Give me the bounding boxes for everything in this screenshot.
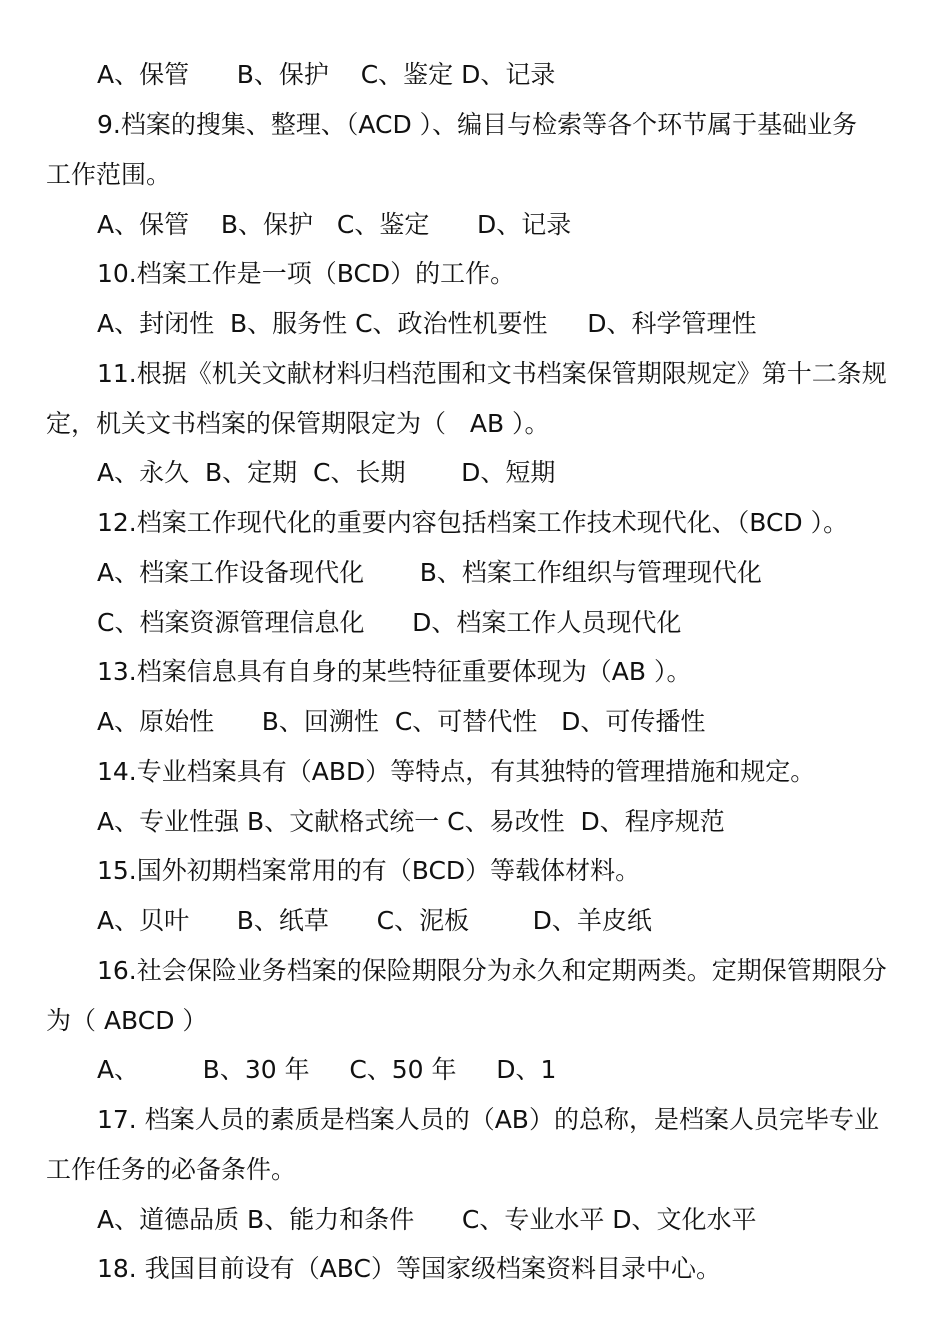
question-18: 18. 我国目前设有（ABC）等国家级档案资料目录中心。 [97,1254,721,1283]
question-17: 17. 档案人员的素质是档案人员的（AB）的总称，是档案人员完毕专业 [97,1105,879,1134]
question-16: 16.社会保险业务档案的保险期限分为永久和定期两类。定期保管期限分 [97,956,887,985]
question-12: 12.档案工作现代化的重要内容包括档案工作技术现代化、（BCD ）。 [97,508,849,537]
answer-options-q8: A、保管 B、保护 C、鉴定 D、记录 [97,60,556,89]
answer-options-q15: A、贝叶 B、纸草 C、泥板 D、羊皮纸 [97,906,652,935]
answer-options-q16: A、 B、30 年 C、50 年 D、1 [97,1055,557,1084]
answer-options-q12-cd: C、档案资源管理信息化 D、档案工作人员现代化 [97,608,682,637]
answer-options-q9: A、保管 B、保护 C、鉴定 D、记录 [97,210,572,239]
question-9: 9.档案的搜集、整理、（ACD ）、编目与检索等各个环节属于基础业务 [97,110,858,139]
question-16-continued: 为（ ABCD ） [46,1006,208,1035]
question-11-continued: 定，机关文书档案的保管期限定为（ AB ）。 [46,409,550,438]
answer-options-q17: A、道德品质 B、能力和条件 C、专业水平 D、文化水平 [97,1205,757,1234]
question-15: 15.国外初期档案常用的有（BCD）等载体材料。 [97,856,641,885]
answer-options-q12-ab: A、档案工作设备现代化 B、档案工作组织与管理现代化 [97,558,762,587]
answer-options-q13: A、原始性 B、回溯性 C、可替代性 D、可传播性 [97,707,706,736]
question-13: 13.档案信息具有自身的某些特征重要体现为（AB ）。 [97,657,692,686]
answer-options-q11: A、永久 B、定期 C、长期 D、短期 [97,458,556,487]
answer-options-q14: A、专业性强 B、文献格式统一 C、易改性 D、程序规范 [97,807,725,836]
answer-options-q10: A、封闭性 B、服务性 C、政治性机要性 D、科学管理性 [97,309,757,338]
question-17-continued: 工作任务的必备条件。 [46,1155,297,1184]
question-10: 10.档案工作是一项（BCD）的工作。 [97,259,516,288]
question-11: 11.根据《机关文献材料归档范围和文书档案保管期限规定》第十二条规 [97,359,887,388]
question-14: 14.专业档案具有（ABD）等特点，有其独特的管理措施和规定。 [97,757,816,786]
question-9-continued: 工作范围。 [46,160,172,189]
